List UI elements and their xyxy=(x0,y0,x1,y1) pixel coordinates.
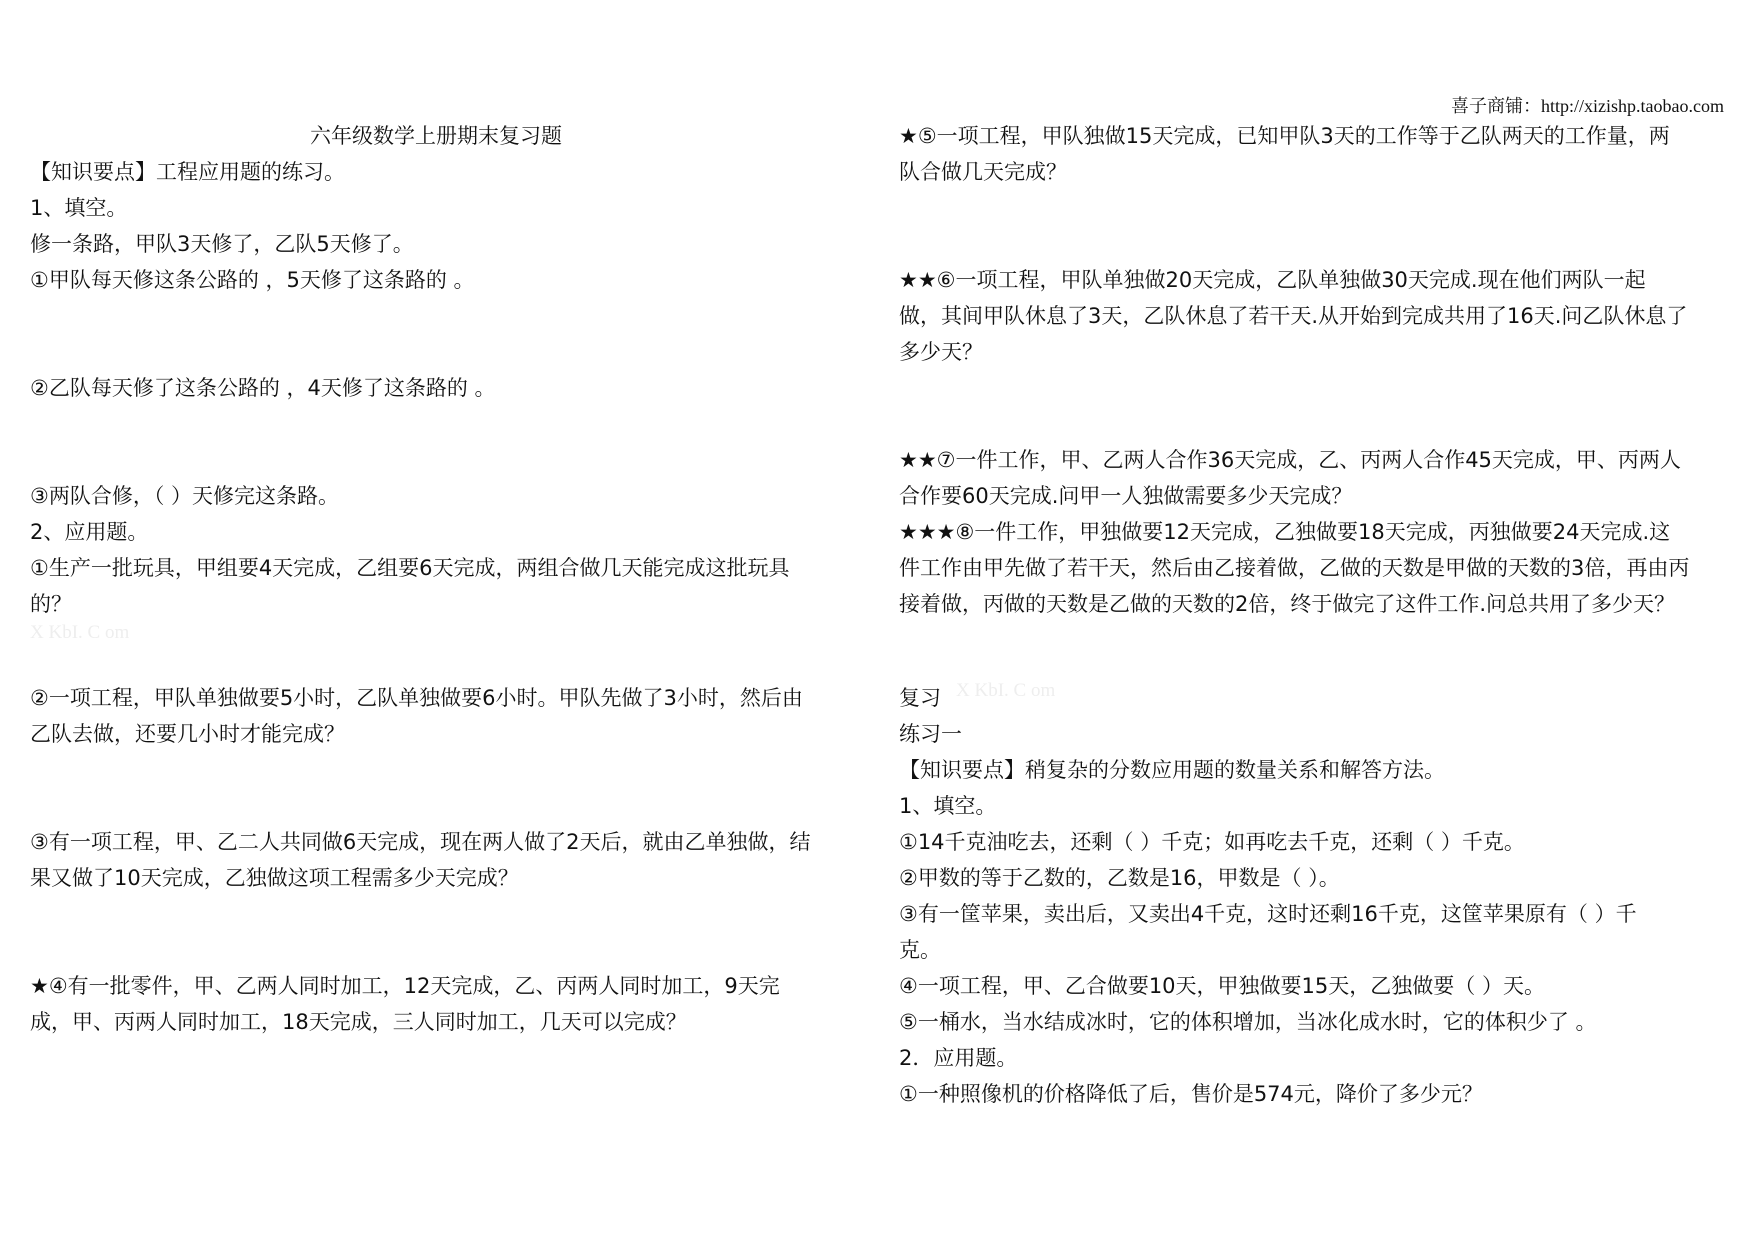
watermark: X KbI. C om xyxy=(30,622,130,643)
question-line: ①生产一批玩具，甲组要4天完成，乙组要6天完成，两组合做几天能完成这批玩具 xyxy=(30,556,790,580)
question-line: ⑤一桶水，当水结成冰时，它的体积增加，当冰化成水时，它的体积少了 。 xyxy=(899,1010,1597,1034)
question-line: ★★⑥一项工程，甲队单独做20天完成，乙队单独做30天完成.现在他们两队一起 xyxy=(899,268,1646,292)
knowledge-point: 【知识要点】工程应用题的练习。 xyxy=(30,160,345,184)
question-line: 克。 xyxy=(899,938,941,962)
question-line: ①14千克油吃去，还剩（ ）千克；如再吃去千克，还剩（ ）千克。 xyxy=(899,830,1525,854)
question-line: 果又做了10天完成，乙独做这项工程需多少天完成？ xyxy=(30,866,519,890)
question-line: ③有一筐苹果，卖出后，又卖出4千克，这时还剩16千克，这筐苹果原有（ ）千 xyxy=(899,902,1637,926)
question-line: 合作要60天完成.问甲一人独做需要多少天完成？ xyxy=(899,484,1353,508)
question-line: ★⑤一项工程，甲队独做15天完成，已知甲队3天的工作等于乙队两天的工作量，两 xyxy=(899,124,1670,148)
question-line: 队合做几天完成？ xyxy=(899,160,1067,184)
question-line: 的？ xyxy=(30,592,72,616)
text-line: 修一条路，甲队3天修了，乙队5天修了。 xyxy=(30,232,414,256)
question-line: 乙队去做，还要几小时才能完成？ xyxy=(30,722,345,746)
question-line: ★★★⑧一件工作，甲独做要12天完成，乙独做要18天完成，丙独做要24天完成.这 xyxy=(899,520,1671,544)
page-title: 六年级数学上册期末复习题 xyxy=(310,124,562,148)
question-line: 成，甲、丙两人同时加工，18天完成，三人同时加工，几天可以完成？ xyxy=(30,1010,687,1034)
question-line: 多少天？ xyxy=(899,340,983,364)
question-line: ③有一项工程，甲、乙二人共同做6天完成，现在两人做了2天后，就由乙单独做，结 xyxy=(30,830,811,854)
question-line: ①一种照像机的价格降低了后，售价是574元，降价了多少元？ xyxy=(899,1082,1483,1106)
section-heading: 1、填空。 xyxy=(899,794,997,818)
question-line: 件工作由甲先做了若干天，然后由乙接着做，乙做的天数是甲做的天数的3倍，再由丙 xyxy=(899,556,1690,580)
question-line: ★★⑦一件工作，甲、乙两人合作36天完成，乙、丙两人合作45天完成，甲、丙两人 xyxy=(899,448,1681,472)
left-column xyxy=(30,118,850,1040)
question-line: ②一项工程，甲队单独做要5小时，乙队单独做要6小时。甲队先做了3小时，然后由 xyxy=(30,686,803,710)
shop-header: 喜子商铺：http://xizishp.taobao.com xyxy=(1451,96,1724,116)
question-line: 接着做，丙做的天数是乙做的天数的2倍，终于做完了这件工作.问总共用了多少天？ xyxy=(899,592,1676,616)
question-line: 做，其间甲队休息了3天，乙队休息了若干天.从开始到完成共用了16天.问乙队休息了 xyxy=(899,304,1688,328)
question-line: ②乙队每天修了这条公路的 ，4天修了这条路的 。 xyxy=(30,376,496,400)
question-line: ②甲数的等于乙数的，乙数是16，甲数是（ ）。 xyxy=(899,866,1340,890)
section-heading: 2、应用题。 xyxy=(30,520,149,544)
question-line: ④一项工程，甲、乙合做要10天，甲独做要15天，乙独做要（ ）天。 xyxy=(899,974,1545,998)
section-heading: 练习一 xyxy=(899,722,962,746)
section-heading: 复习 xyxy=(899,686,941,710)
question-line: ①甲队每天修这条公路的 ，5天修了这条路的 。 xyxy=(30,268,475,292)
right-column xyxy=(899,118,1729,1112)
watermark: X KbI. C om xyxy=(956,680,1056,701)
section-heading: 1、填空。 xyxy=(30,196,128,220)
section-heading: 2．应用题。 xyxy=(899,1046,1018,1070)
question-line: ③两队合修，（ ）天修完这条路。 xyxy=(30,484,340,508)
question-line: ★④有一批零件，甲、乙两人同时加工，12天完成，乙、丙两人同时加工，9天完 xyxy=(30,974,780,998)
knowledge-point: 【知识要点】稍复杂的分数应用题的数量关系和解答方法。 xyxy=(899,758,1445,782)
